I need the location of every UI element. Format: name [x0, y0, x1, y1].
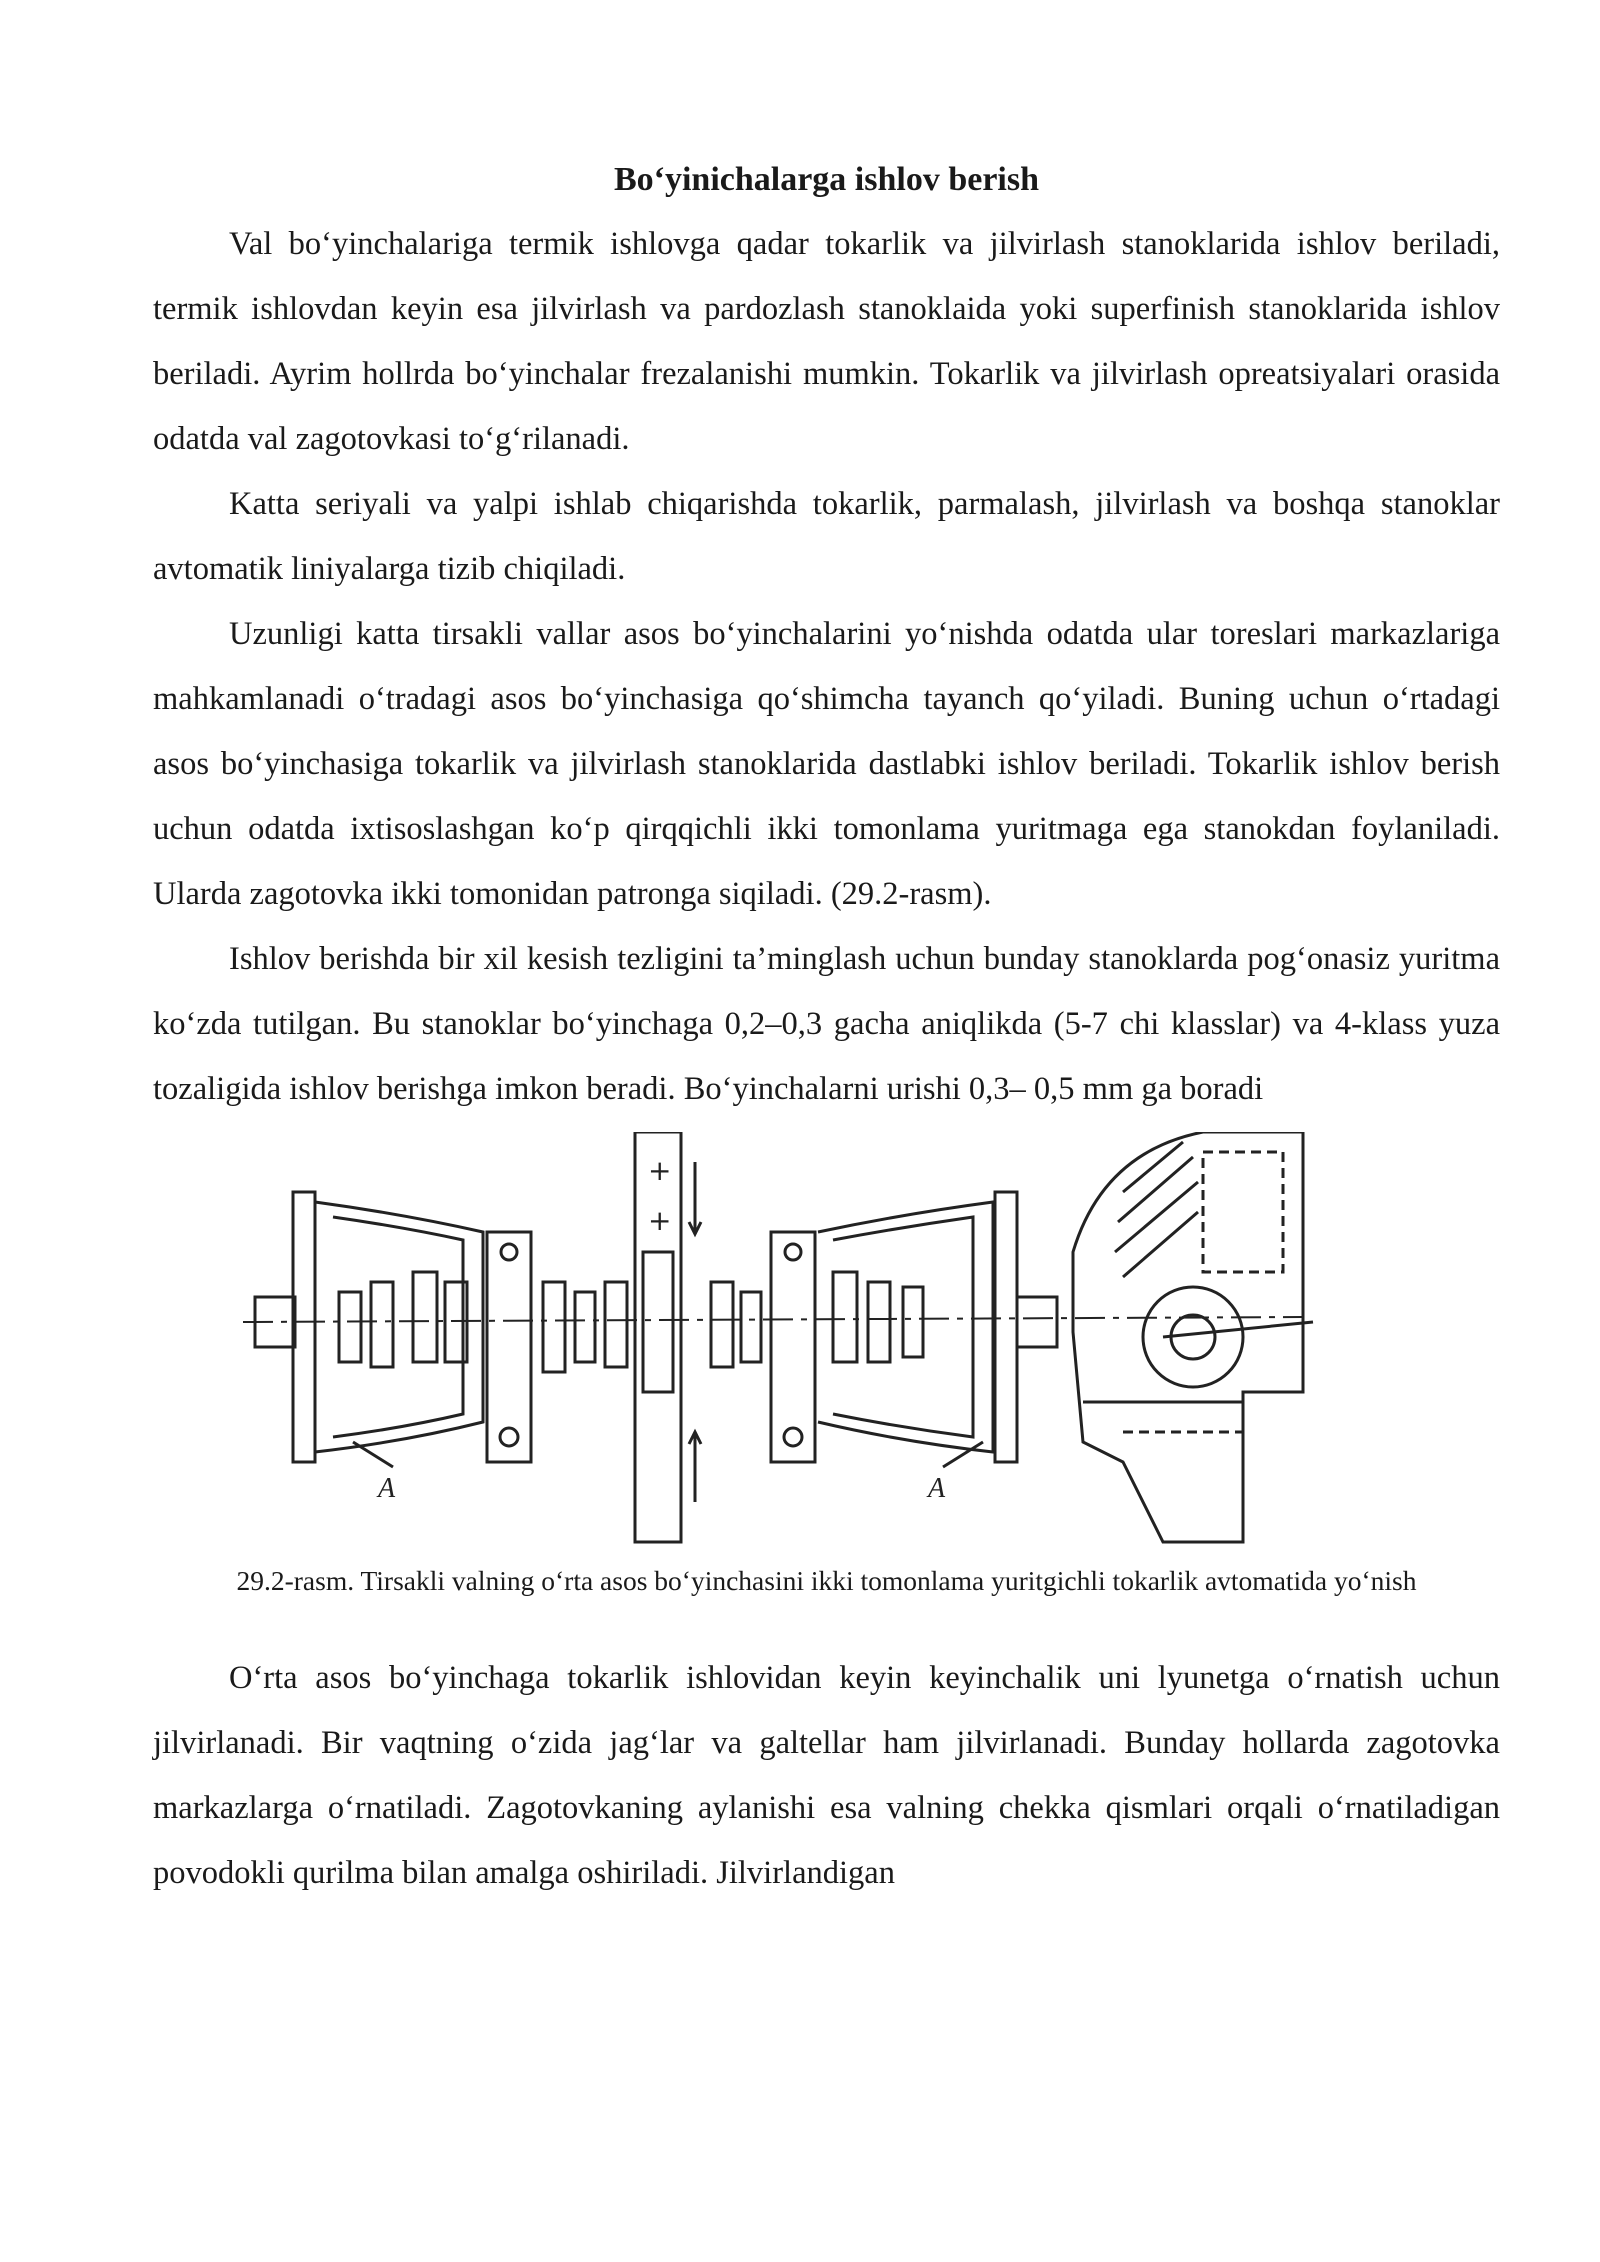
document-page	[153, 148, 1500, 1906]
label-a-right: A	[928, 1473, 946, 1504]
paragraph-3: Uzunligi katta tirsakli vallar asos bo‘yinchalarini yo‘nishda odatda ular toreslari markazlariga mahkamlanadi o‘tradagi asos bo‘yinchasiga qo‘shimcha tayanch qo‘yiladi. Buning uchun o‘rtadagi asos bo‘yinchasiga tokarlik va jilvirlash stanoklarida dastlabki ishlov beriladi. Tokarlik ishlov berish uchun odatda ixtisoslashgan ko‘p qirqqichli ikki tomonlama yuritmaga ega stanokdan foylaniladi. Ularda zagotovka ikki tomonidan patronga siqiladi. (29.2-rasm).	[153, 616, 1500, 912]
section-title: Bo‘yinichalarga ishlov berish	[613, 161, 1040, 198]
paragraph-5: O‘rta asos bo‘yinchaga tokarlik ishlovidan keyin keyinchalik uni lyunetga o‘rnatish uchun jilvirlanadi. Bir vaqtning o‘zida jag‘lar va galtellar ham jilvirlanadi. Bunday hollarda zagotovka markazlarga o‘rnatiladi. Zagotovkaning aylanishi esa valning chekka qismlari orqali o‘rnatiladigan povodokli qurilma bilan amalga oshiriladi. Jilvirlandigan	[153, 1660, 1500, 1891]
label-a-left: A	[378, 1473, 396, 1504]
plus-mark-top: +	[648, 1154, 672, 1187]
paragraph-2: Katta seriyali va yalpi ishlab chiqarishda tokarlik, parmalash, jilvirlash va boshqa stanoklar avtomatik liniyalarga tizib chiqiladi.	[153, 486, 1500, 587]
crankshaft-lathe-drawing	[243, 1132, 1423, 1552]
paragraph-4: Ishlov berishda bir xil kesish tezligini ta’minglash uchun bunday stanoklarda pog‘onasiz yuritma ko‘zda tutilgan. Bu stanoklar bo‘yinchaga 0,2–0,3 gacha aniqlikda (5-7 chi klasslar) va 4-klass yuza tozaligida ishlov berishga imkon beradi. Bo‘yinchalarni urishi 0,3– 0,5 mm ga boradi	[153, 941, 1500, 1107]
figure-caption: 29.2-rasm. Tirsakli valning o‘rta asos bo‘yinchasini ikki tomonlama yuritgichli tokarlik avtomatida yo‘nish	[236, 1565, 1417, 1596]
plus-mark-middle: +	[648, 1204, 672, 1237]
paragraph-1: Val bo‘yinchalariga termik ishlovga qadar tokarlik va jilvirlash stanoklarida ishlov beriladi, termik ishlovdan keyin esa jilvirlash va pardozlash stanoklaida yoki superfinish stanoklarida ishlov beriladi. Ayrim hollrda bo‘yinchalar frezalanishi mumkin. Tokarlik va jilvirlash opreatsiyalari orasida odatda val zagotovkasi to‘g‘rilanadi.	[153, 226, 1500, 457]
figure-29-2	[153, 1132, 1500, 1552]
